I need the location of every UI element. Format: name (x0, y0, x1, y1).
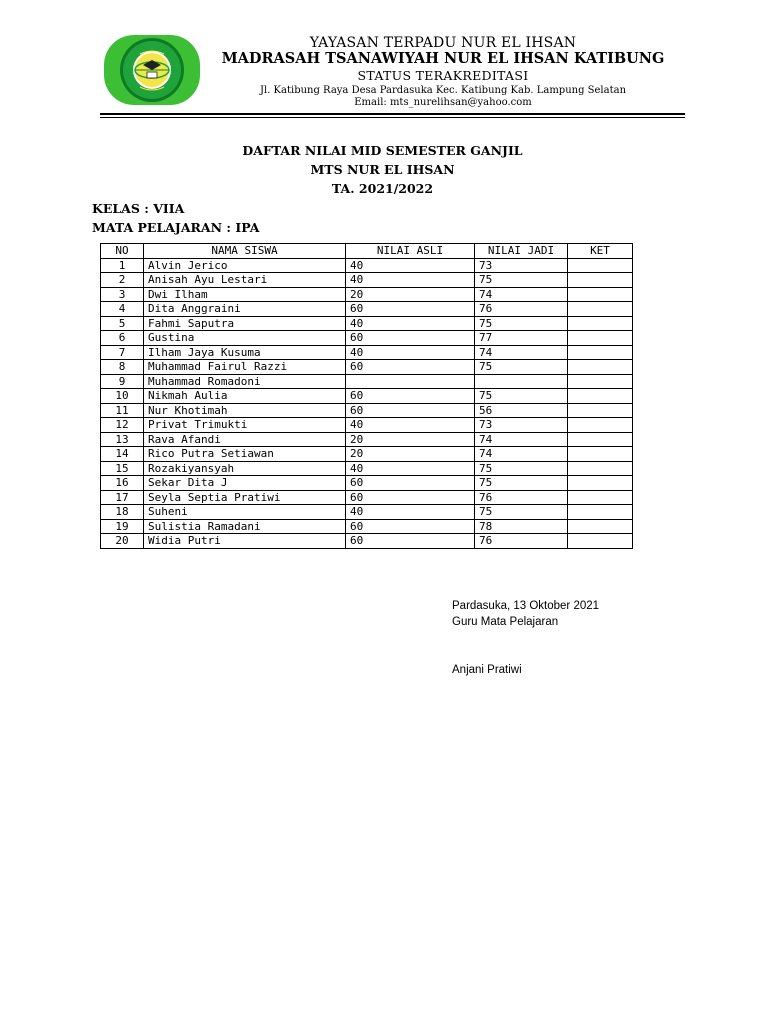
row-final-score: 76 (475, 490, 568, 505)
table-row (101, 418, 633, 433)
row-no: 7 (101, 345, 144, 360)
table-row (101, 302, 633, 317)
document-title (150, 141, 615, 198)
row-student-name: Gustina (144, 331, 346, 346)
row-final-score: 75 (475, 360, 568, 375)
school-email: Email: mts_nurelihsan@yahoo.com (354, 97, 532, 108)
letterhead-rule-thin (100, 117, 685, 118)
table-row (101, 490, 633, 505)
row-final-score: 73 (475, 418, 568, 433)
row-remarks (568, 505, 633, 520)
row-original-score: 60 (346, 534, 475, 549)
row-student-name: Nikmah Aulia (144, 389, 346, 404)
row-no: 20 (101, 534, 144, 549)
table-row (101, 534, 633, 549)
row-no: 12 (101, 418, 144, 433)
row-remarks (568, 345, 633, 360)
row-no: 18 (101, 505, 144, 520)
row-final-score: 75 (475, 476, 568, 491)
row-original-score: 60 (346, 331, 475, 346)
row-no: 5 (101, 316, 144, 331)
row-no: 15 (101, 461, 144, 476)
row-no: 6 (101, 331, 144, 346)
row-remarks (568, 447, 633, 462)
row-no: 3 (101, 287, 144, 302)
row-no: 9 (101, 374, 144, 389)
grades-table (100, 243, 633, 549)
row-student-name: Ilham Jaya Kusuma (144, 345, 346, 360)
row-student-name: Widia Putri (144, 534, 346, 549)
header-student-name: NAMA SISWA (144, 244, 346, 259)
subject-label: MATA PELAJARAN : IPA (92, 220, 260, 235)
class-label: KELAS : VIIA (92, 201, 185, 216)
signer-role: Guru Mata Pelajaran (452, 616, 559, 628)
header-final-score: NILAI JADI (475, 244, 568, 259)
header-no: NO (101, 244, 144, 259)
row-remarks (568, 302, 633, 317)
row-remarks (568, 316, 633, 331)
row-student-name: Rico Putra Setiawan (144, 447, 346, 462)
header-remarks: KET (568, 244, 633, 259)
row-final-score (475, 374, 568, 389)
row-final-score: 74 (475, 447, 568, 462)
row-original-score: 60 (346, 403, 475, 418)
school-name: MADRASAH TSANAWIYAH NUR EL IHSAN KATIBUNG (221, 50, 665, 67)
title-line-1: DAFTAR NILAI MID SEMESTER GANJIL (242, 143, 523, 158)
row-original-score: 60 (346, 302, 475, 317)
row-original-score: 20 (346, 447, 475, 462)
row-final-score: 73 (475, 258, 568, 273)
row-no: 16 (101, 476, 144, 491)
row-student-name: Fahmi Saputra (144, 316, 346, 331)
class-info (92, 199, 259, 237)
table-row (101, 476, 633, 491)
row-no: 10 (101, 389, 144, 404)
table-header-row (101, 244, 633, 259)
row-original-score: 40 (346, 461, 475, 476)
row-student-name: Nur Khotimah (144, 403, 346, 418)
row-no: 2 (101, 273, 144, 288)
row-original-score: 40 (346, 418, 475, 433)
row-original-score (346, 374, 475, 389)
row-final-score: 75 (475, 505, 568, 520)
row-original-score: 40 (346, 258, 475, 273)
row-remarks (568, 273, 633, 288)
accreditation-status: STATUS TERAKREDITASI (357, 68, 529, 83)
row-final-score: 76 (475, 302, 568, 317)
row-remarks (568, 432, 633, 447)
row-student-name: Privat Trimukti (144, 418, 346, 433)
table-row (101, 273, 633, 288)
letterhead-rule-thick (100, 113, 685, 115)
row-final-score: 74 (475, 287, 568, 302)
foundation-name: YAYASAN TERPADU NUR EL IHSAN (309, 35, 577, 51)
signer-name: Anjani Pratiwi (452, 664, 522, 676)
table-row (101, 316, 633, 331)
table-row (101, 505, 633, 520)
table-row (101, 287, 633, 302)
row-remarks (568, 519, 633, 534)
row-remarks (568, 490, 633, 505)
table-body (101, 258, 633, 548)
row-student-name: Muhammad Fairul Razzi (144, 360, 346, 375)
row-final-score: 75 (475, 273, 568, 288)
row-student-name: Sekar Dita J (144, 476, 346, 491)
header-original-score: NILAI ASLI (346, 244, 475, 259)
row-original-score: 60 (346, 389, 475, 404)
row-original-score: 40 (346, 316, 475, 331)
row-final-score: 78 (475, 519, 568, 534)
school-logo (103, 34, 201, 106)
row-no: 17 (101, 490, 144, 505)
table-row (101, 258, 633, 273)
row-remarks (568, 476, 633, 491)
row-student-name: Anisah Ayu Lestari (144, 273, 346, 288)
row-original-score: 20 (346, 287, 475, 302)
row-student-name: Suheni (144, 505, 346, 520)
title-line-2: MTS NUR EL IHSAN (310, 162, 455, 177)
row-student-name: Seyla Septia Pratiwi (144, 490, 346, 505)
row-original-score: 60 (346, 476, 475, 491)
row-remarks (568, 258, 633, 273)
table-row (101, 447, 633, 462)
row-no: 19 (101, 519, 144, 534)
table-row (101, 403, 633, 418)
table-row (101, 519, 633, 534)
table-row (101, 331, 633, 346)
row-original-score: 60 (346, 360, 475, 375)
row-student-name: Dita Anggraini (144, 302, 346, 317)
title-line-3: TA. 2021/2022 (331, 181, 434, 196)
row-student-name: Alvin Jerico (144, 258, 346, 273)
row-remarks (568, 534, 633, 549)
row-remarks (568, 287, 633, 302)
row-original-score: 60 (346, 490, 475, 505)
row-original-score: 60 (346, 519, 475, 534)
row-student-name: Muhammad Romadoni (144, 374, 346, 389)
row-remarks (568, 374, 633, 389)
row-no: 11 (101, 403, 144, 418)
row-remarks (568, 389, 633, 404)
row-remarks (568, 418, 633, 433)
row-final-score: 56 (475, 403, 568, 418)
row-no: 4 (101, 302, 144, 317)
table-row (101, 360, 633, 375)
table-row (101, 374, 633, 389)
row-remarks (568, 461, 633, 476)
row-original-score: 20 (346, 432, 475, 447)
place-date: Pardasuka, 13 Oktober 2021 (452, 600, 600, 612)
letterhead (206, 36, 680, 109)
row-final-score: 75 (475, 389, 568, 404)
row-final-score: 75 (475, 461, 568, 476)
row-final-score: 76 (475, 534, 568, 549)
row-final-score: 75 (475, 316, 568, 331)
table-row (101, 432, 633, 447)
row-original-score: 40 (346, 505, 475, 520)
row-final-score: 74 (475, 432, 568, 447)
school-address: Jl. Katibung Raya Desa Pardasuka Kec. Katibung Kab. Lampung Selatan (259, 85, 627, 96)
row-final-score: 77 (475, 331, 568, 346)
row-original-score: 40 (346, 345, 475, 360)
row-student-name: Dwi Ilham (144, 287, 346, 302)
row-final-score: 74 (475, 345, 568, 360)
row-student-name: Sulistia Ramadani (144, 519, 346, 534)
signature-block (452, 598, 599, 678)
row-no: 8 (101, 360, 144, 375)
row-remarks (568, 360, 633, 375)
table-row (101, 345, 633, 360)
table-row (101, 389, 633, 404)
table-row (101, 461, 633, 476)
row-student-name: Rozakiyansyah (144, 461, 346, 476)
row-no: 14 (101, 447, 144, 462)
row-no: 13 (101, 432, 144, 447)
row-remarks (568, 331, 633, 346)
row-remarks (568, 403, 633, 418)
row-student-name: Rava Afandi (144, 432, 346, 447)
row-no: 1 (101, 258, 144, 273)
row-original-score: 40 (346, 273, 475, 288)
